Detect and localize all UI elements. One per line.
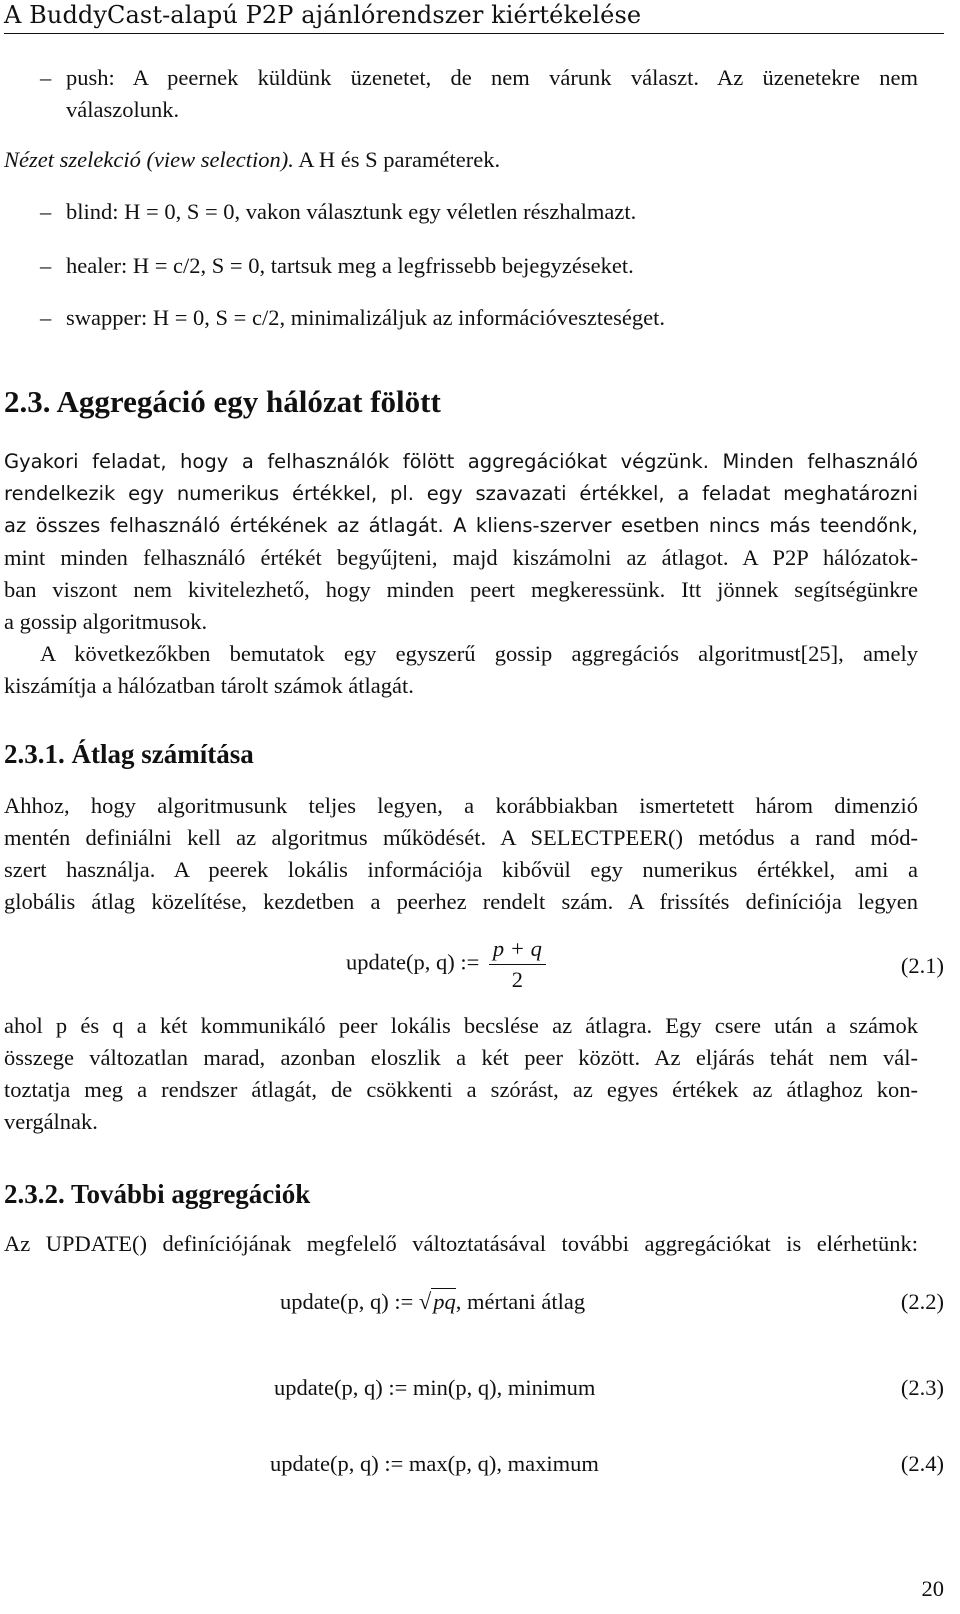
equation-note: , mértani átlag (455, 1289, 586, 1314)
list-dash: – (40, 305, 52, 330)
running-head: A BuddyCast-alapú P2P ajánlórendszer kiértékelése (4, 1, 642, 29)
section-heading-2-3: 2.3. Aggregáció egy hálózat fölött (4, 384, 441, 419)
list-dash: – (40, 199, 52, 224)
equation-lhs: update(p, q) := (346, 949, 480, 975)
paragraph-line: Az UPDATE() definíciójának megfelelő változtatásával további aggregációkat is elérhetünk: (4, 1231, 918, 1256)
fraction-numerator: p + q (489, 934, 546, 965)
push-item-line1: push: A peernek küldünk üzenetet, de nem várunk választ. Az üzenetekre nem (66, 65, 918, 90)
equation-2-1 (346, 934, 550, 995)
equation-number: (2.3) (900, 1375, 944, 1400)
equation-2-2 (280, 1286, 585, 1318)
equation-number: (2.1) (900, 953, 944, 978)
equation-2-4 (270, 1448, 599, 1480)
paragraph-line: mint minden felhasználó értékét begyűjteni, majd kiszámolni az átlagot. A P2P hálózatok- (4, 545, 918, 570)
paragraph-line: szert használja. A peerek lokális információja kibővül egy numerikus értékkel, ami a (4, 857, 918, 882)
paragraph-line: ban viszont nem kivitelezhető, hogy minden peert megkeressünk. Itt jönnek segítségünkre (4, 577, 918, 602)
paragraph-line: vergálnak. (4, 1109, 98, 1134)
equation-rhs: max(p, q) (408, 1451, 497, 1476)
paragraph-line: A következőkben bemutatok egy egyszerű gossip aggregációs algoritmust[25], amely (40, 641, 918, 666)
paragraph-line: rendelkezik egy numerikus értékkel, pl. egy szavazati értékkel, a feladat meghatározni (4, 482, 918, 505)
view-item-swapper: swapper: H = 0, S = c/2, minimalizáljuk az információveszteséget. (66, 305, 665, 330)
paragraph-line: globális átlag közelítése, kezdetben a peerhez rendelt szám. A frissítés definíciója legyen (4, 889, 918, 914)
equation-lhs: update(p, q) := (274, 1375, 408, 1400)
view-selection-lead: Nézet szelekció (view selection). A H és S paraméterek. (4, 147, 501, 172)
page-number: 20 (921, 1576, 944, 1601)
view-item-healer: healer: H = c/2, S = 0, tartsuk meg a legfrissebb bejegyzéseket. (66, 253, 634, 278)
header-rule (4, 33, 944, 34)
equation-rhs: pq (433, 1289, 456, 1314)
paragraph-line: toztatja meg a rendszer átlagát, de csökkenti a szórást, az egyes értékek az átlaghoz kon- (4, 1077, 918, 1102)
fraction-denominator: 2 (511, 967, 523, 992)
paragraph-line: ahol p és q a két kommunikáló peer lokális becslése az átlagra. Egy csere után a számok (4, 1013, 918, 1038)
equation-lhs: update(p, q) := (270, 1451, 404, 1476)
paragraph-line: mentén definiálni kell az algoritmus működését. A SELECTPEER() metódus a rand mód- (4, 825, 918, 850)
paragraph-line: a gossip algoritmusok. (4, 609, 208, 634)
view-item-blind: blind: H = 0, S = 0, vakon választunk egy véletlen részhalmazt. (66, 199, 637, 224)
equation-number: (2.2) (900, 1289, 944, 1314)
paragraph-line: Ahhoz, hogy algoritmusunk teljes legyen, a korábbiakban ismertetett három dimenzió (4, 793, 918, 818)
section-heading-2-3-1: 2.3.1. Átlag számítása (4, 739, 254, 769)
push-item-line2: válaszolunk. (66, 97, 180, 122)
equation-fraction (489, 934, 546, 995)
list-dash: – (40, 65, 52, 90)
paragraph-line: összege változatlan marad, azonban eloszlik a két peer között. Az eljárás tehát nem vál- (4, 1045, 918, 1070)
paragraph-line: az összes felhasználó értékének az átlagát. A kliens-szerver esetben nincs más teendőnk, (4, 514, 918, 537)
equation-rhs: min(p, q) (412, 1375, 497, 1400)
equation-note: , minimum (496, 1375, 596, 1400)
section-heading-2-3-2: 2.3.2. További aggregációk (4, 1179, 311, 1209)
equation-2-3 (274, 1372, 595, 1404)
sqrt-sign: √ (418, 1289, 432, 1314)
list-dash: – (40, 253, 52, 278)
equation-lhs: update(p, q) := (280, 1289, 414, 1314)
equation-number: (2.4) (900, 1451, 944, 1476)
equation-note: , maximum (496, 1451, 599, 1476)
paragraph-line: kiszámítja a hálózatban tárolt számok átlagát. (4, 673, 414, 698)
paragraph-line: Gyakori feladat, hogy a felhasználók fölött aggregációkat végzünk. Minden felhasználó (4, 450, 918, 473)
